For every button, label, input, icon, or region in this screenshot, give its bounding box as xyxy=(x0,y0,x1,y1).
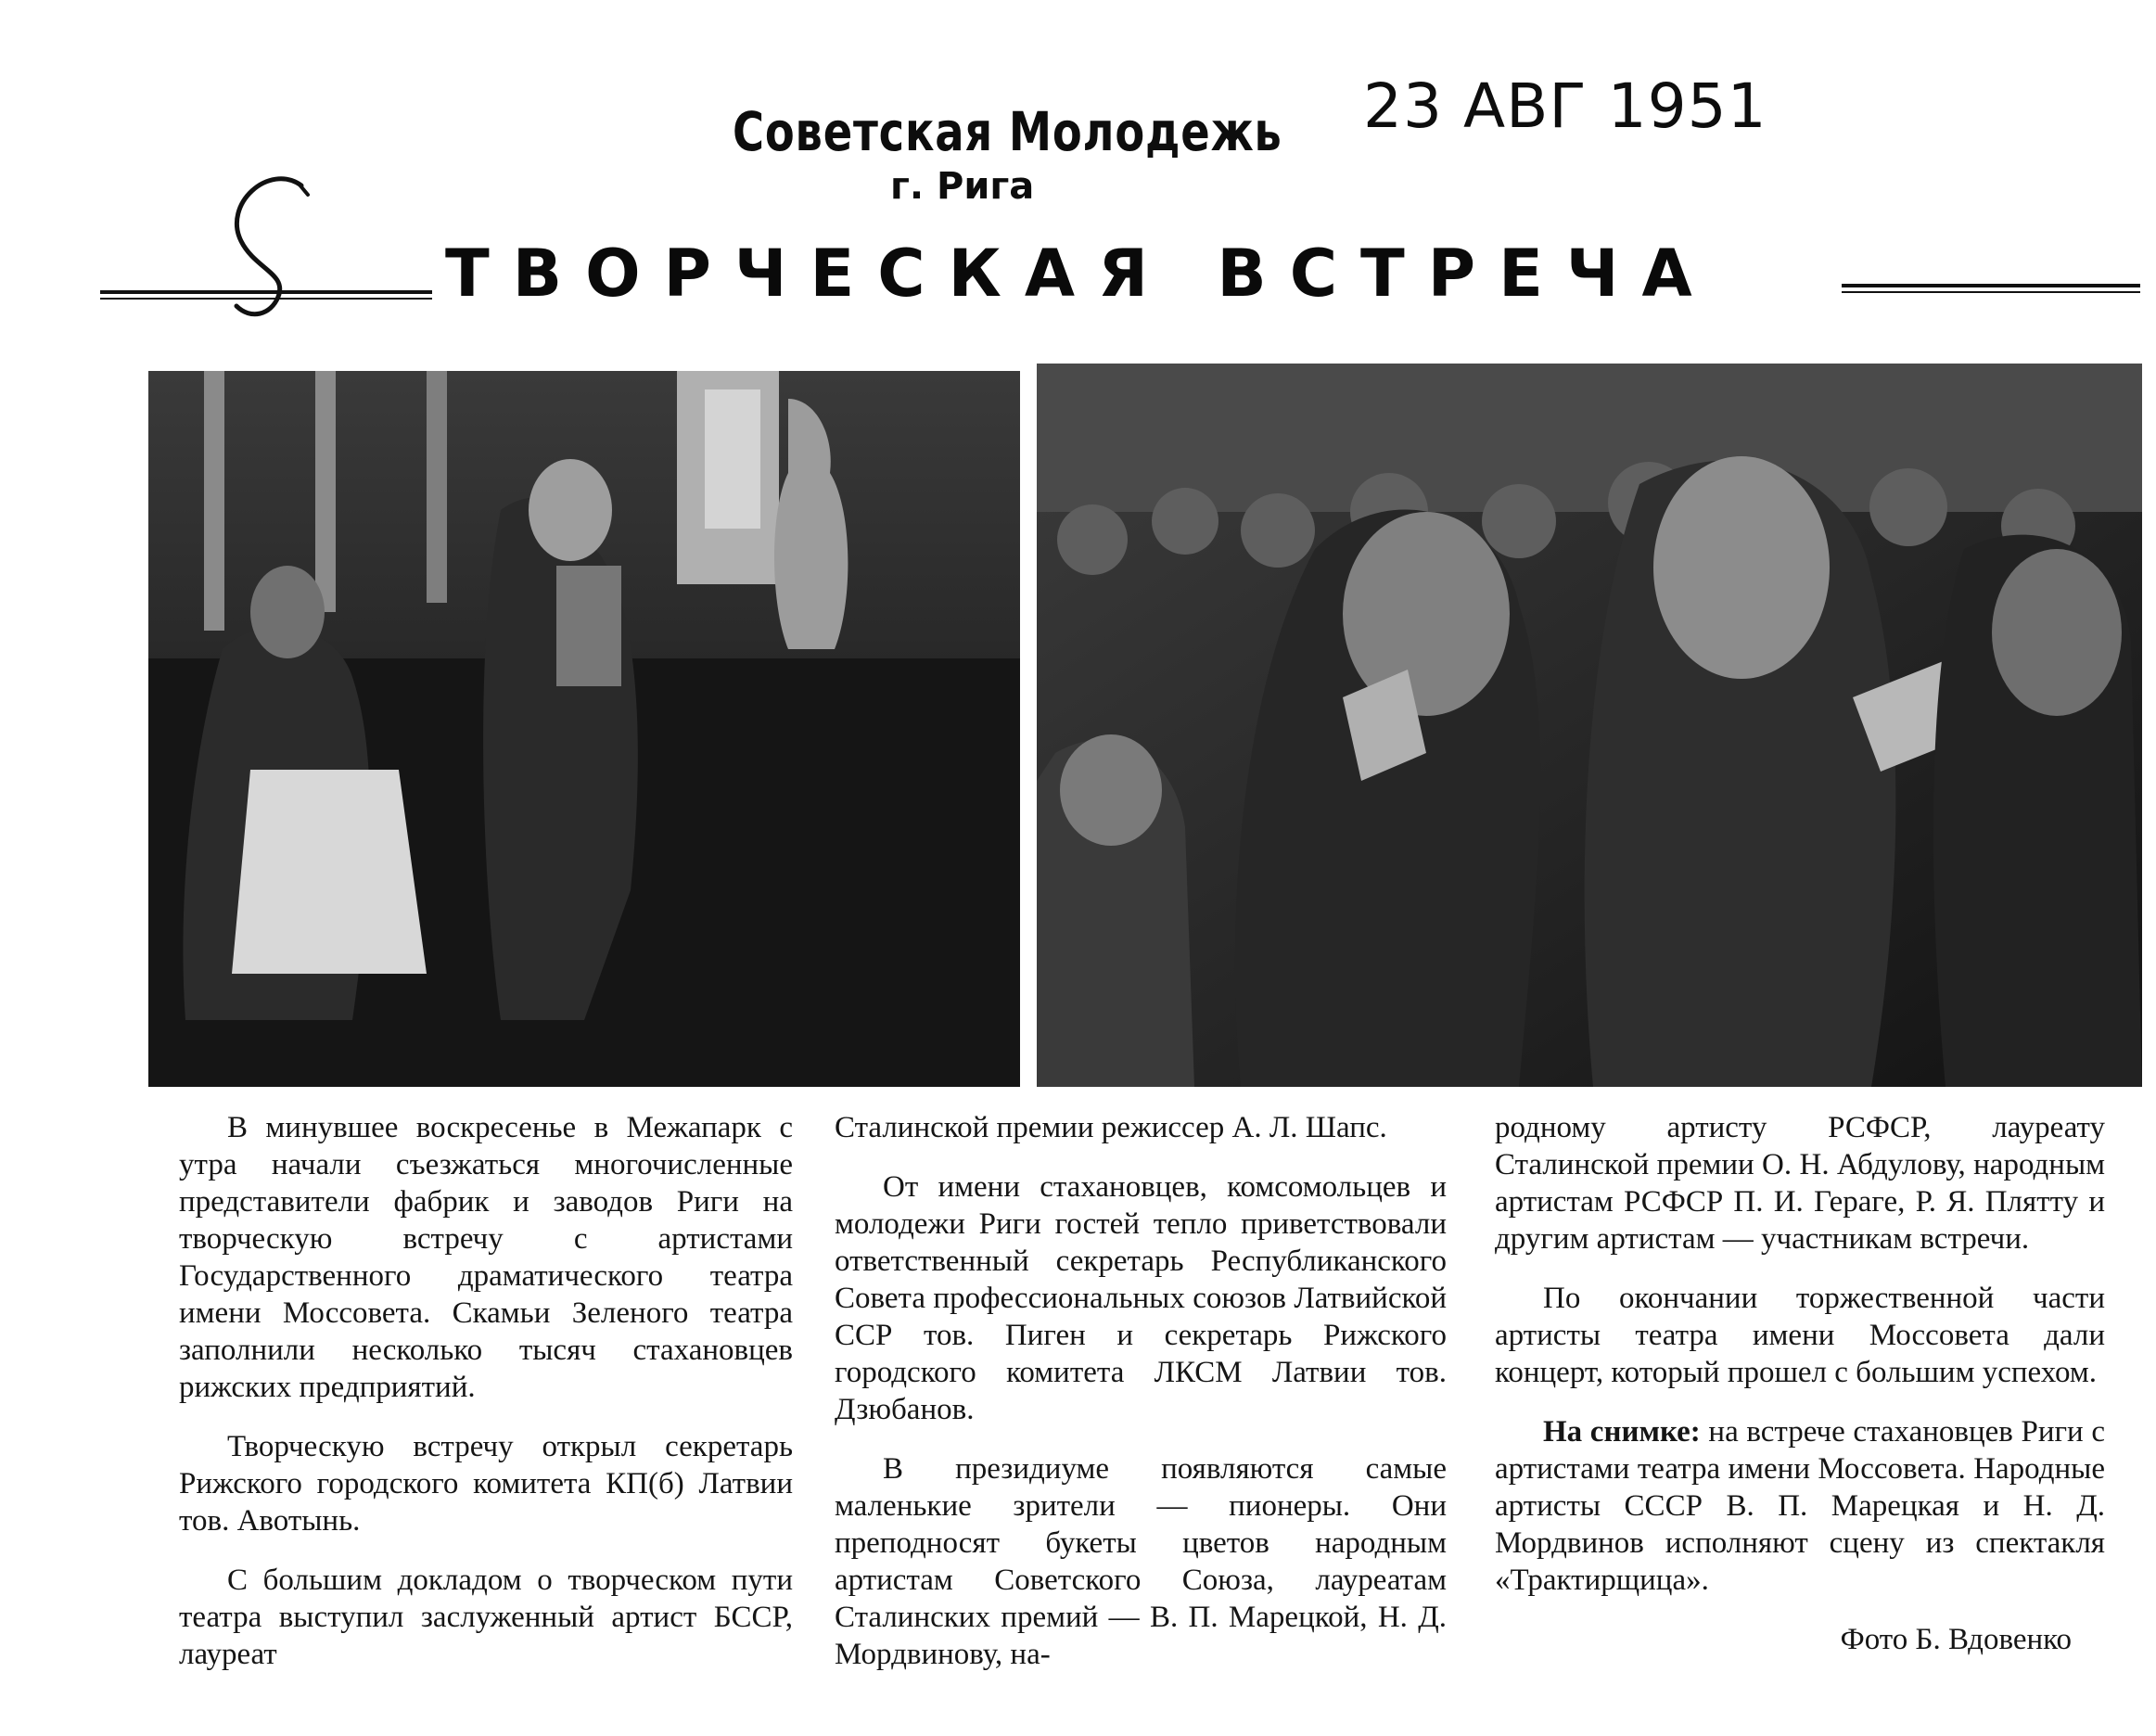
headline-rule-left xyxy=(100,290,432,300)
article-column-3 xyxy=(1495,1109,2105,1658)
paragraph-6: В президиуме появляются самые маленькие зрители — пионеры. Они преподносят букеты цветов народным артистам Советского Союза, лауреатам Сталинских премий — В. П. Марецкой, Н. Д. Мордвинову, на- xyxy=(835,1452,1447,1671)
paragraph-2: Творческую встречу открыл секретарь Рижского городского комитета КП(б) Латвии тов. Авотынь. xyxy=(179,1430,793,1538)
date-stamp: 23 АВГ 1951 xyxy=(1363,70,1767,142)
paragraph-5: От имени стахановцев, комсомольцев и молодежи Риги гостей тепло приветствовали ответственный секретарь Республиканского Совета профессиональных союзов Латвийской ССР тов. Пиген и секретарь Рижского городского комитета ЛКСМ Латвии тов. Дзюбанов. xyxy=(835,1170,1447,1426)
caption-text: на встрече стахановцев Риги с артистами театра имени Моссовета. Народные артисты СССР В. П. Марецкая и Н. Д. Мордвинов исполняют сцену из спектакля «Трактирщица». xyxy=(1495,1415,2105,1597)
newspaper-name: Советская Молодежь xyxy=(733,100,1282,163)
paragraph-7: родному артисту РСФСР, лауреату Сталинской премии О. Н. Абдулову, народным артистам РСФСР П. И. Гераге, Р. Я. Плятту и другим артистам — участникам встречи. xyxy=(1495,1111,2105,1256)
article-headline: ТВОРЧЕСКАЯ ВСТРЕЧА xyxy=(445,236,1716,312)
paragraph-3: С большим докладом о творческом пути театра выступил заслуженный артист БССР, лауреат xyxy=(179,1564,793,1671)
paragraph-4: Сталинской премии режиссер А. Л. Шапс. xyxy=(835,1111,1387,1144)
article-column-1 xyxy=(179,1109,793,1695)
newspaper-city: г. Рига xyxy=(890,165,1035,208)
photo-credit: Фото Б. Вдовенко xyxy=(1840,1623,2072,1656)
article-column-2 xyxy=(835,1109,1447,1695)
photo-caption xyxy=(1495,1413,2105,1599)
headline-rule-right xyxy=(1842,284,2140,293)
paragraph-1: В минувшее воскресенье в Межапарк с утра начали съезжаться многочисленные представители фабрик и заводов Риги на творческую встречу с артистами Государственного драматического театра имени Моссовета. Скамьи Зеленого театра заполнили несколько тысяч стахановцев рижских предприятий. xyxy=(179,1111,793,1404)
handwritten-mark xyxy=(213,167,325,325)
stage-scene-photo xyxy=(148,371,1020,1087)
caption-label: На снимке: xyxy=(1543,1415,1701,1449)
paragraph-8: По окончании торжественной части артисты театра имени Моссовета дали концерт, который прошел с большим успехом. xyxy=(1495,1282,2105,1389)
audience-applause-photo xyxy=(1037,364,2142,1087)
